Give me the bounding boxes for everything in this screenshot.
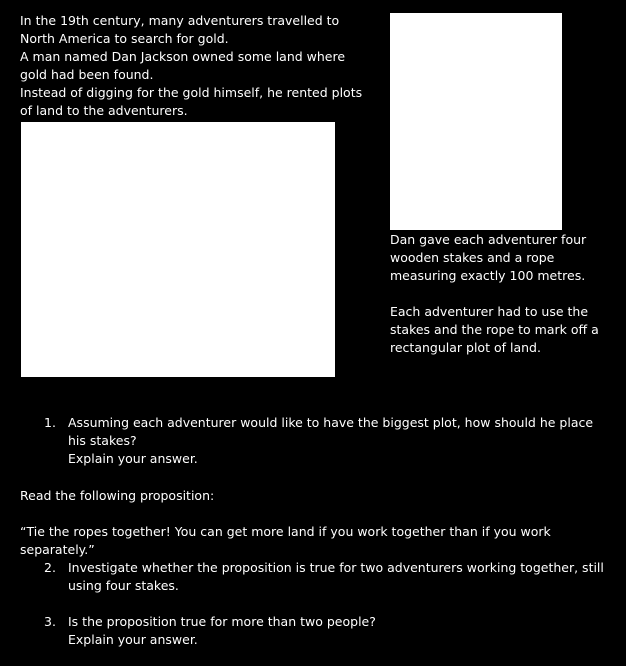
proposition-quote-text: “Tie the ropes together! You can get more land if you work together than if you work separately.” [20, 524, 551, 557]
proposition-intro [20, 487, 620, 505]
side-paragraph-1: Dan gave each adventurer four wooden stakes and a rope measuring exactly 100 metres. [390, 232, 587, 283]
side-description [390, 231, 622, 357]
question-followup: Explain your answer. [68, 451, 198, 466]
illustration-placeholder-left [21, 122, 335, 377]
question-text: Investigate whether the proposition is true for two adventurers working together, still using four stakes. [68, 560, 604, 593]
question-number: 1. [44, 415, 56, 430]
question-text: Is the proposition true for more than two people? [68, 614, 376, 629]
intro-line-3: Instead of digging for the gold himself, he rented plots of land to the adventurers. [20, 85, 363, 118]
proposition-quote [20, 523, 620, 559]
intro-line-1: In the 19th century, many adventurers travelled to North America to search for gold. [20, 13, 340, 46]
question-text: Assuming each adventurer would like to have the biggest plot, how should he place his stakes? [68, 415, 594, 448]
question-2 [44, 559, 604, 595]
illustration-placeholder-right [390, 13, 562, 230]
question-3 [44, 613, 604, 649]
question-number: 2. [44, 560, 56, 575]
question-followup: Explain your answer. [68, 632, 198, 647]
question-number: 3. [44, 614, 56, 629]
proposition-intro-text: Read the following proposition: [20, 488, 215, 503]
intro-line-2: A man named Dan Jackson owned some land where gold had been found. [20, 49, 346, 82]
side-paragraph-2: Each adventurer had to use the stakes and the rope to mark off a rectangular plot of land. [390, 304, 599, 355]
intro-text [20, 12, 375, 120]
question-1 [44, 414, 604, 468]
